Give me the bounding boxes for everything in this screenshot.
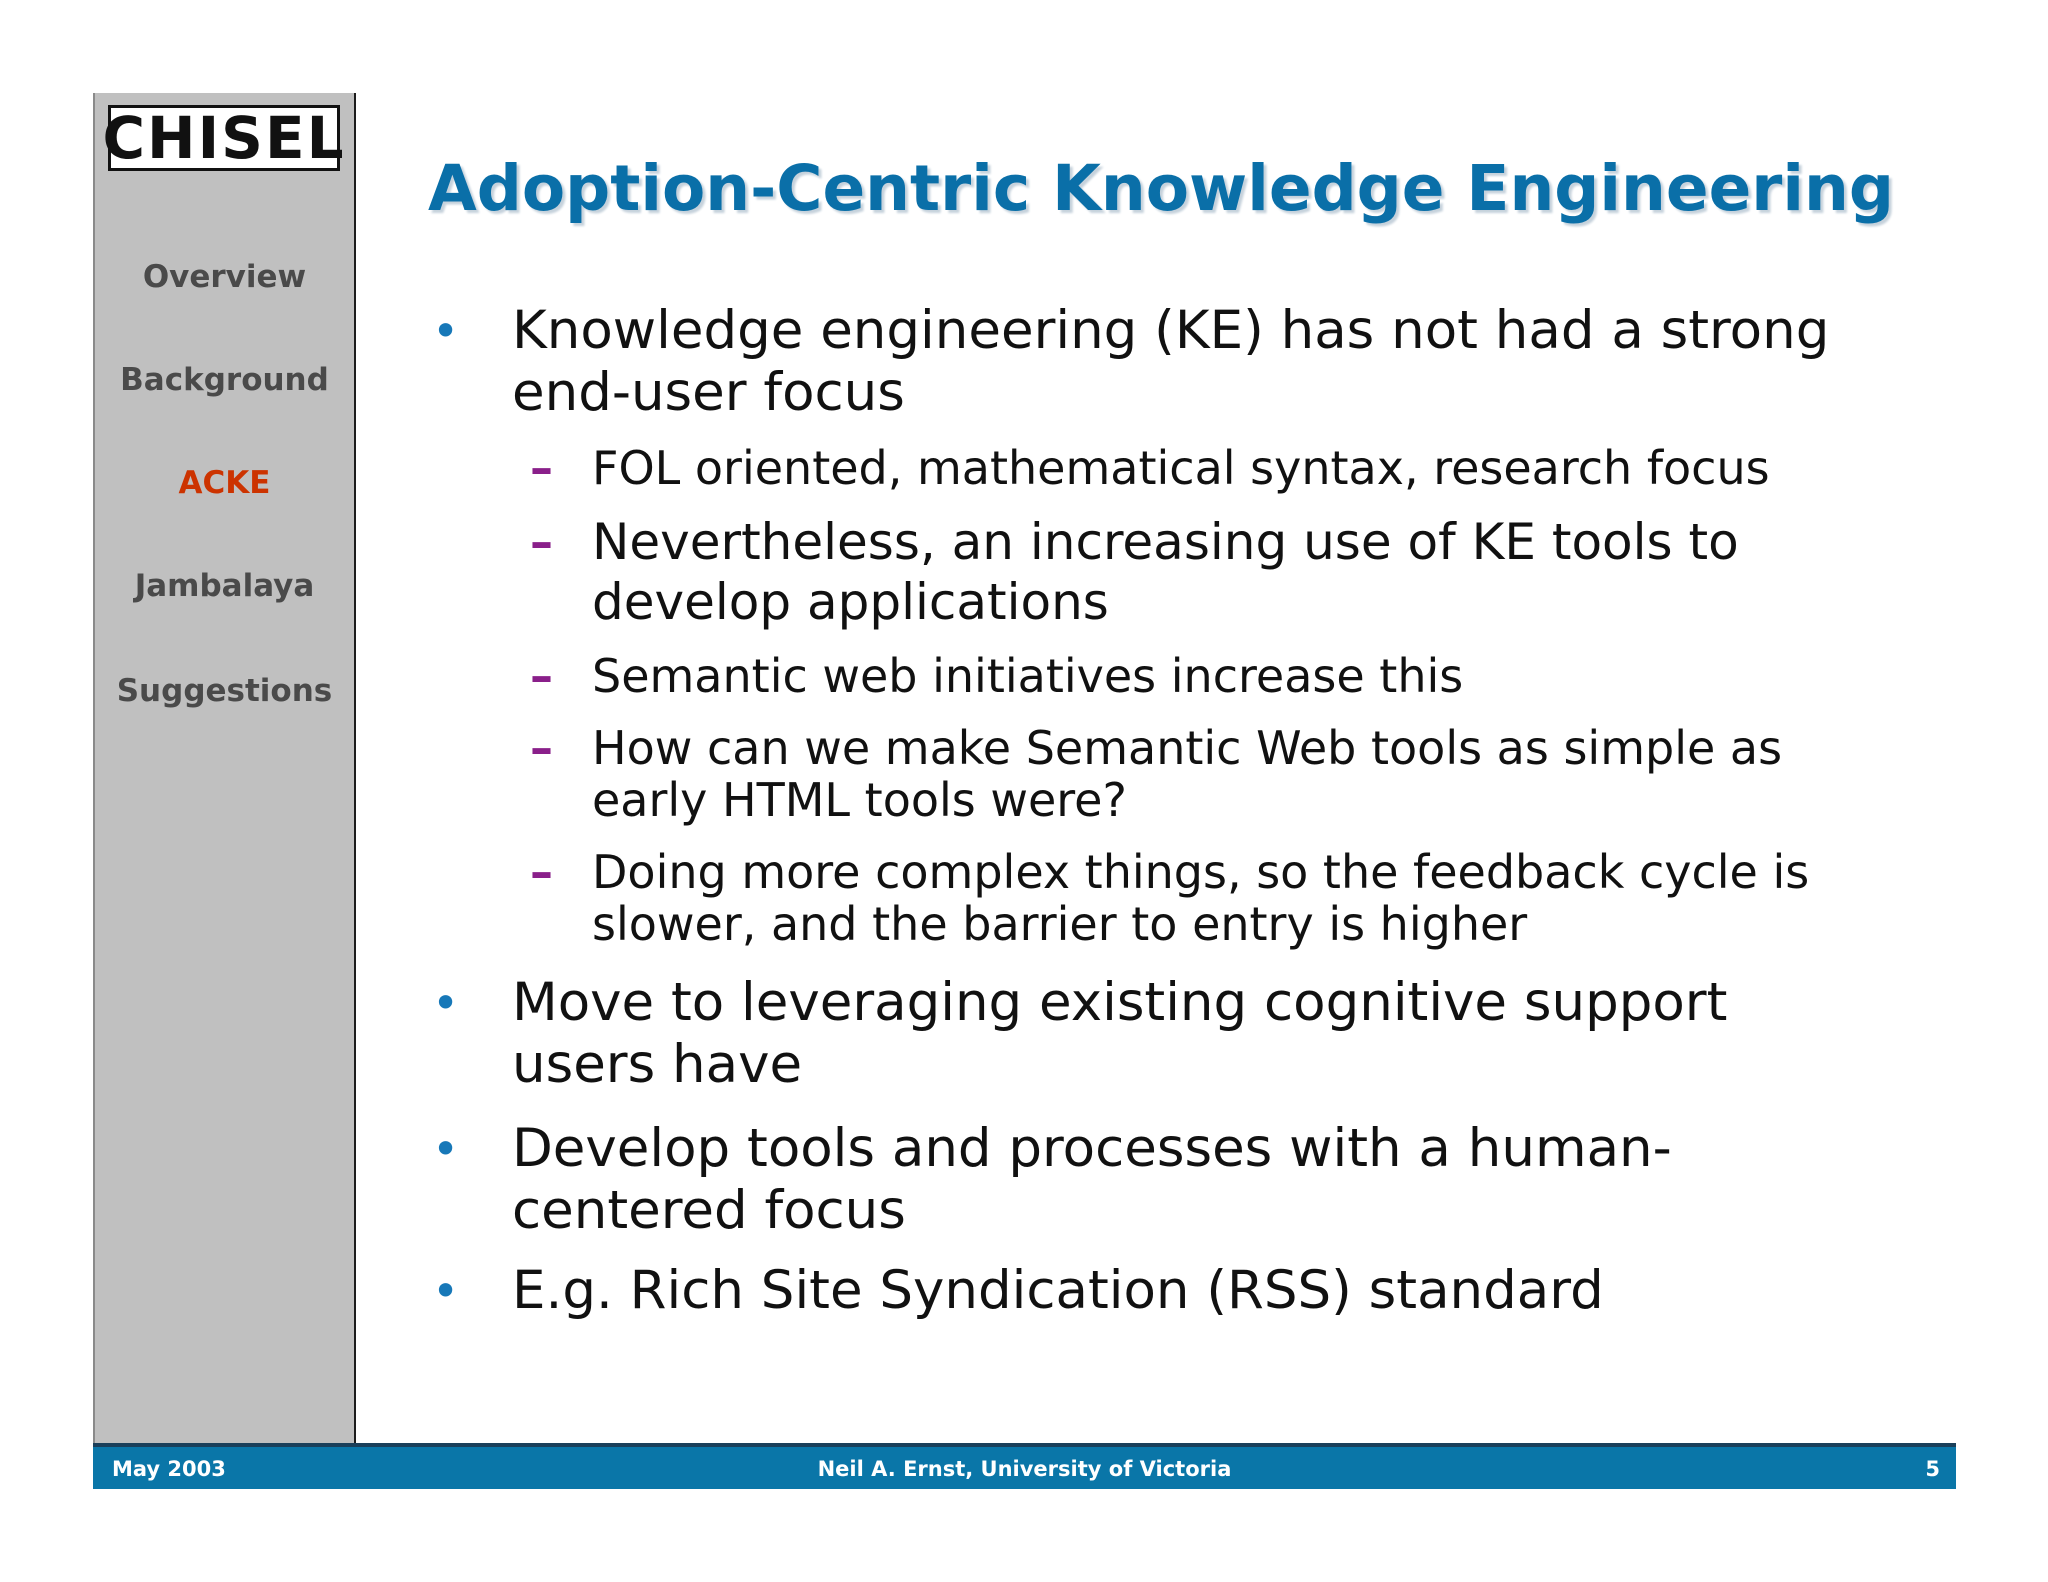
logo-text: CHISEL xyxy=(102,104,346,172)
sub-bullet-text: FOL oriented, mathematical syntax, research focus xyxy=(592,441,1770,495)
sidebar-item-background[interactable]: Background xyxy=(120,362,329,398)
dash-icon: – xyxy=(530,721,553,775)
slide-title: Adoption-Centric Knowledge Engineering xyxy=(428,152,1894,225)
sidebar-item-suggestions[interactable]: Suggestions xyxy=(116,673,333,709)
chisel-logo xyxy=(102,104,346,172)
bullet-dot-icon: • xyxy=(432,1264,460,1318)
dash-icon: – xyxy=(530,649,553,703)
sub-bullet-text: How can we make Semantic Web tools as simple as early HTML tools were? xyxy=(592,721,1783,827)
bullet-text: Move to leveraging existing cognitive support users have xyxy=(512,972,1728,1095)
sub-bullet-text: Doing more complex things, so the feedback cycle is slower, and the barrier to entry is higher xyxy=(592,845,1810,951)
sub-bullet-text: Semantic web initiatives increase this xyxy=(592,649,1464,703)
bullet-text: Develop tools and processes with a human-centered focus xyxy=(512,1118,1672,1241)
sidebar-item-jambalaya[interactable]: Jambalaya xyxy=(134,568,315,604)
footer-bar xyxy=(93,1443,1956,1489)
sidebar-item-acke[interactable]: ACKE xyxy=(178,465,271,501)
bullet-text: Knowledge engineering (KE) has not had a strong end-user focus xyxy=(512,300,1830,423)
dash-icon: – xyxy=(530,515,553,569)
page-number: 5 xyxy=(1925,1457,1940,1481)
dash-icon: – xyxy=(530,845,553,899)
sub-bullet-text: Nevertheless, an increasing use of KE tools to develop applications xyxy=(592,513,1739,631)
sidebar xyxy=(93,93,356,1443)
sidebar-item-overview[interactable]: Overview xyxy=(142,259,307,295)
bullet-text: E.g. Rich Site Syndication (RSS) standard xyxy=(512,1260,1604,1321)
bullet-dot-icon: • xyxy=(432,304,460,358)
bullet-dot-icon: • xyxy=(432,1122,460,1176)
dash-icon: – xyxy=(530,441,553,495)
bullet-dot-icon: • xyxy=(432,976,460,1030)
footer-author: Neil A. Ernst, University of Victoria xyxy=(817,1457,1232,1481)
footer-date: May 2003 xyxy=(112,1457,226,1481)
